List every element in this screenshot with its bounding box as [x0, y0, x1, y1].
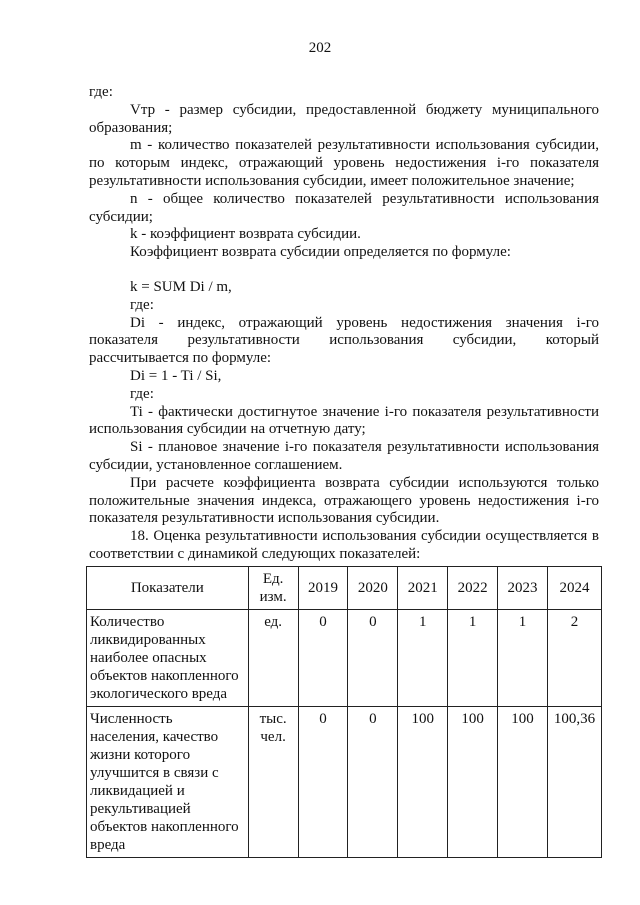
spacer — [89, 262, 599, 279]
document-body — [89, 84, 599, 564]
value-2019: 0 — [298, 707, 348, 858]
value-2024: 2 — [548, 610, 602, 707]
header-year-2024: 2024 — [548, 567, 602, 610]
value-2021: 100 — [398, 707, 448, 858]
header-year-2022: 2022 — [448, 567, 498, 610]
paragraph-where-3: где: — [130, 385, 154, 402]
indicator-unit: ед. — [248, 610, 298, 707]
paragraph-where-1: где: — [89, 84, 113, 100]
table-row — [87, 610, 602, 707]
paragraph-vtr-definition: Vтр - размер субсидии, предоставленной бюджету муниципального образования; — [89, 101, 599, 136]
indicator-unit: тыс. чел. — [248, 707, 298, 858]
paragraph-k-definition: k - коэффициент возврата субсидии. — [130, 226, 361, 243]
indicators-table — [86, 566, 602, 858]
paragraph-si-definition: Si - плановое значение i-го показателя результативности использования субсидии, установленное соглашением. — [89, 439, 599, 473]
header-year-2023: 2023 — [498, 567, 548, 610]
paragraph-n-definition: n - общее количество показателей результативности использования субсидии; — [89, 190, 599, 225]
header-year-2021: 2021 — [398, 567, 448, 610]
value-2022: 1 — [448, 610, 498, 707]
paragraph-positive-values: При расчете коэффициента возврата субсидии используются только положительные значения индекса, отражающего уровень недостижения i-го показателя результативности использования субсидии. — [89, 474, 599, 527]
formula-di: Di = 1 - Ti / Si, — [130, 367, 222, 384]
table-header-row — [87, 567, 602, 610]
header-year-2020: 2020 — [348, 567, 398, 610]
formula-k: k = SUM Di / m, — [130, 278, 232, 295]
value-2020: 0 — [348, 707, 398, 858]
paragraph-m-definition: m - количество показателей результативности использования субсидии, по которым индекс, отражающий уровень недостижения i-го показателя результативности использования субсидии, имеет положительное значение; — [89, 137, 599, 189]
value-2024: 100,36 — [548, 707, 602, 858]
value-2022: 100 — [448, 707, 498, 858]
paragraph-formula-intro: Коэффициент возврата субсидии определяется по формуле: — [130, 244, 511, 261]
indicator-name: Численность населения, качество жизни которого улучшится в связи с ликвидацией и рекультивацией объектов накопленного вреда — [87, 707, 249, 858]
header-year-2019: 2019 — [298, 567, 348, 610]
value-2019: 0 — [298, 610, 348, 707]
paragraph-where-2: где: — [130, 296, 154, 313]
indicator-name: Количество ликвидированных наиболее опасных объектов накопленного экологического вреда — [87, 610, 249, 707]
paragraph-item-18: 18. Оценка результативности использования субсидии осуществляется в соответствии с динамикой следующих показателей: — [89, 528, 599, 562]
paragraph-ti-definition: Ti - фактически достигнутое значение i-го показателя результативности использования субсидии на отчетную дату; — [89, 403, 599, 438]
table-row — [87, 707, 602, 858]
header-unit: Ед. изм. — [248, 567, 298, 610]
header-indicators: Показатели — [87, 567, 249, 610]
value-2023: 100 — [498, 707, 548, 858]
value-2023: 1 — [498, 610, 548, 707]
value-2020: 0 — [348, 610, 398, 707]
value-2021: 1 — [398, 610, 448, 707]
paragraph-di-definition: Di - индекс, отражающий уровень недостижения значения i-го показателя результативности использования субсидии, который рассчитывается по формуле: — [89, 314, 599, 367]
page-number: 202 — [308, 40, 332, 56]
